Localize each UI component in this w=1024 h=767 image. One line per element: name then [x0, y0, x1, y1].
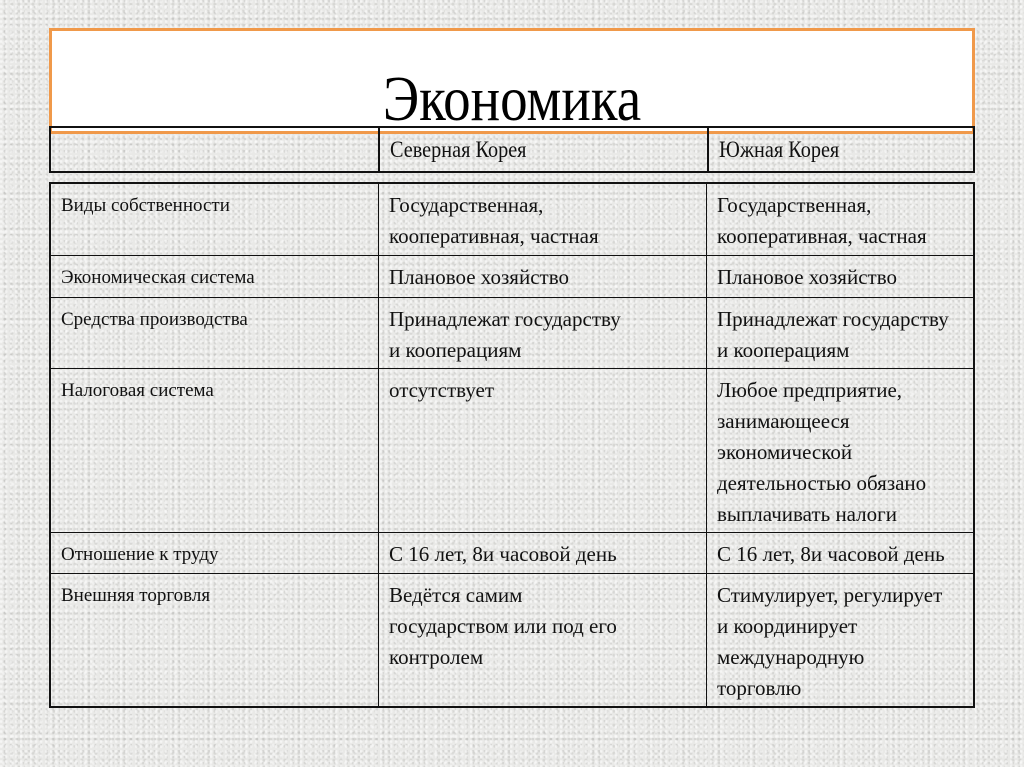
north-korea-cell: отсутствует — [379, 368, 707, 532]
row-label: Внешняя торговля — [50, 573, 379, 707]
north-korea-cell: Плановое хозяйство — [379, 255, 707, 297]
south-korea-cell: Любое предприятие, занимающееся экономической деятельностью обязано выплачивать налоги — [707, 368, 975, 532]
table-row-foreign-trade — [50, 573, 974, 707]
row-label: Виды собственности — [50, 183, 379, 255]
column-header-table — [49, 126, 975, 173]
south-korea-cell: Стимулирует, регулирует и координирует международную торговлю — [707, 573, 975, 707]
south-korea-cell: Плановое хозяйство — [707, 255, 975, 297]
table-row-labor — [50, 532, 974, 573]
row-label: Средства производства — [50, 297, 379, 368]
column-header-label: Южная Корея — [719, 136, 840, 162]
north-korea-cell: Ведётся самим государством или под его контролем — [379, 573, 707, 707]
north-korea-cell: С 16 лет, 8и часовой день — [379, 532, 707, 573]
column-header-label: Северная Корея — [390, 136, 527, 162]
row-label: Экономическая система — [50, 255, 379, 297]
table-row-ownership — [50, 183, 974, 255]
column-header-north-korea — [379, 127, 708, 172]
economy-comparison-table — [49, 182, 975, 706]
north-korea-cell: Принадлежат государству и кооперациям — [379, 297, 707, 368]
slide-title-box — [49, 28, 975, 134]
column-header-south-korea — [708, 127, 974, 172]
south-korea-cell: Принадлежат государству и кооперациям — [707, 297, 975, 368]
table-row-economic-system — [50, 255, 974, 297]
north-korea-cell: Государственная, кооперативная, частная — [379, 183, 707, 255]
south-korea-cell: С 16 лет, 8и часовой день — [707, 532, 975, 573]
column-header-empty — [50, 127, 379, 172]
table-row-tax-system — [50, 368, 974, 532]
south-korea-cell: Государственная, кооперативная, частная — [707, 183, 975, 255]
row-label: Налоговая система — [50, 368, 379, 532]
slide-title: Экономика — [382, 63, 642, 134]
table-row-means-of-production — [50, 297, 974, 368]
row-label: Отношение к труду — [50, 532, 379, 573]
